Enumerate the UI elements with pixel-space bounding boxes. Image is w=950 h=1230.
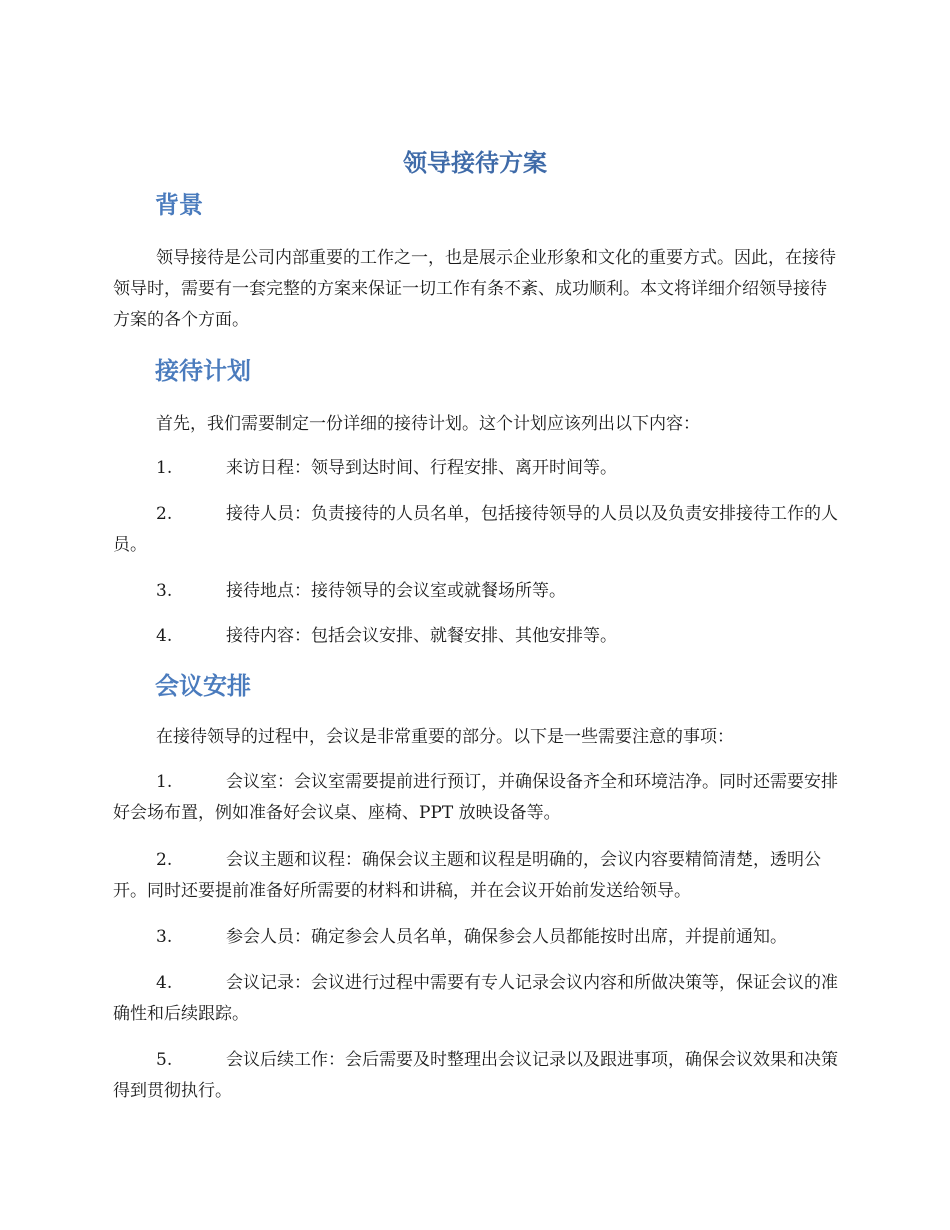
list-text: 会议室：会议室需要提前进行预订，并确保设备齐全和环境洁净。同时还需要安排好会场布置，例如准备好会议桌、座椅、PPT 放映设备等。 xyxy=(113,772,838,823)
document-title: 领导接待方案 xyxy=(403,149,547,177)
reception-plan-intro: 首先，我们需要制定一份详细的接待计划。这个计划应该列出以下内容： xyxy=(156,414,700,434)
list-item xyxy=(113,621,840,652)
list-item xyxy=(113,845,840,907)
list-item xyxy=(113,968,840,1030)
list-text: 会议主题和议程：确保会议主题和议程是明确的，会议内容要精简清楚，透明公开。同时还要提前准备好所需要的材料和讲稿，并在会议开始前发送给领导。 xyxy=(113,850,821,901)
list-item xyxy=(113,576,840,607)
list-item xyxy=(113,1045,840,1107)
list-item xyxy=(113,922,840,953)
list-item xyxy=(113,767,840,829)
list-text: 会议后续工作：会后需要及时整理出会议记录以及跟进事项，确保会议效果和决策得到贯彻执行。 xyxy=(113,1050,838,1101)
background-paragraph: 领导接待是公司内部重要的工作之一，也是展示企业形象和文化的重要方式。因此，在接待领导时，需要有一套完整的方案来保证一切工作有条不紊、成功顺利。本文将详细介绍领导接待方案的各个方面。 xyxy=(113,248,836,330)
list-number: 2. xyxy=(156,504,173,524)
list-item xyxy=(113,499,840,561)
list-text: 接待地点：接待领导的会议室或就餐场所等。 xyxy=(226,581,566,601)
section-heading-background: 背景 xyxy=(155,191,203,219)
list-number: 1. xyxy=(156,458,173,478)
section-heading-reception-plan: 接待计划 xyxy=(155,357,251,385)
list-number: 4. xyxy=(156,626,173,646)
list-text: 参会人员：确定参会人员名单，确保参会人员都能按时出席，并提前通知。 xyxy=(226,927,787,947)
section-heading-meeting-arrangement: 会议安排 xyxy=(155,672,251,700)
list-number: 2. xyxy=(156,850,173,870)
list-number: 3. xyxy=(156,927,173,947)
list-text: 会议记录：会议进行过程中需要有专人记录会议内容和所做决策等，保证会议的准确性和后续跟踪。 xyxy=(113,973,838,1024)
list-item xyxy=(113,453,840,484)
list-number: 4. xyxy=(156,973,173,993)
meeting-arrangement-intro: 在接待领导的过程中，会议是非常重要的部分。以下是一些需要注意的事项： xyxy=(156,727,734,747)
list-number: 3. xyxy=(156,581,173,601)
list-text: 接待内容：包括会议安排、就餐安排、其他安排等。 xyxy=(226,626,617,646)
list-text: 接待人员：负责接待的人员名单，包括接待领导的人员以及负责安排接待工作的人员。 xyxy=(113,504,838,555)
list-text: 来访日程：领导到达时间、行程安排、离开时间等。 xyxy=(226,458,617,478)
list-number: 1. xyxy=(156,772,173,792)
list-number: 5. xyxy=(156,1050,173,1070)
